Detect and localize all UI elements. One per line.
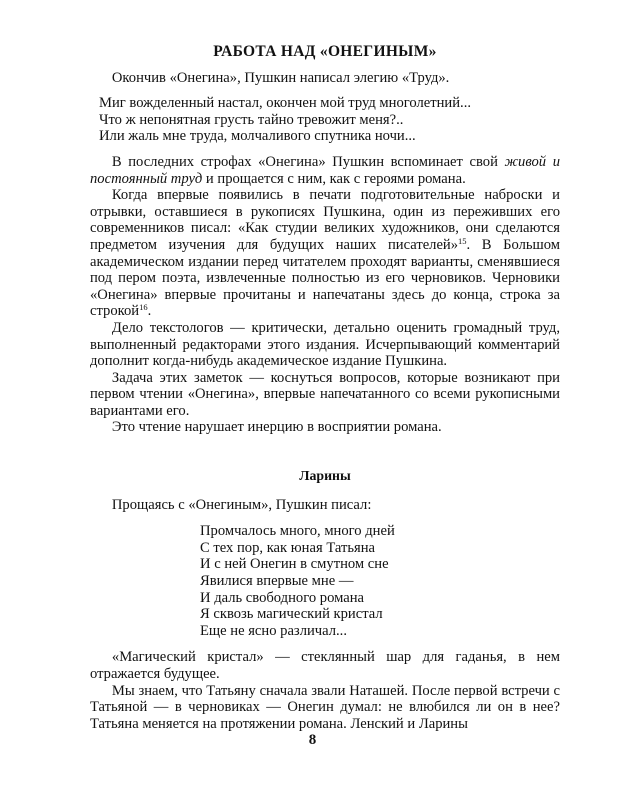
- chapter-heading: РАБОТА НАД «ОНЕГИНЫМ»: [213, 43, 437, 60]
- intro-paragraph-2: Прощаясь с «Онегиным», Пушкин писал:: [111, 496, 372, 513]
- verse-line: Промчалось много, много дней: [200, 523, 395, 540]
- paragraph-task: Задача этих заметок — коснуться вопросов, которые возникают при первом чтении «Онегина», впервые напечатанного со всеми рукописными вариантами его.: [90, 369, 560, 419]
- footnote-ref: 15: [458, 235, 467, 246]
- verse-line: Или жаль мне труда, молчаливого спутника ночи...: [99, 128, 416, 145]
- verse-line: Миг вожделенный настал, окончен мой труд многолетний...: [99, 95, 471, 112]
- verse-line: С тех пор, как юная Татьяна: [200, 539, 376, 556]
- verse-line: Явилися впервые мне —: [200, 573, 354, 590]
- paragraph-crystal: «Магический кристал» — стеклянный шар для гаданья, в нем отражается будущее.: [90, 649, 560, 682]
- verse-line: Что ж непонятная грусть тайно тревожит меня?..: [99, 111, 404, 128]
- verse-line: Еще не ясно различал...: [200, 622, 347, 639]
- page-body: [90, 40, 560, 732]
- intro-paragraph: Окончив «Онегина», Пушкин написал элегию «Труд».: [111, 69, 450, 86]
- poem-quote: [200, 523, 560, 639]
- footnote-ref: 16: [139, 302, 148, 313]
- paragraph-textologists: Дело текстологов — критически, детально оценить громадный труд, выполненный редакторами этого издания. Исчерпывающий комментарий дополнит когда-нибудь академическое издание Пушкина.: [90, 319, 560, 370]
- page-number: 8: [308, 732, 317, 748]
- verse-line: И даль свободного романа: [200, 589, 364, 606]
- elegy-quote: [99, 95, 560, 145]
- paragraph-drafts: Когда впервые появились в печати подготовительные наброски и отрывки, оставшиеся в рукописях Пушкина, один из переживших его современников писал: «Как студии великих художников, они сделаются предметом изучения для будущих наших писателей»$^{15}$. В Большом академическом издании перед читателем проходят варианты, сменявшиеся под пером поэта, извлеченные полностью из его черновиков. Черновики «Онегина» впервые прочитаны и напечатаны здесь до конца, строка за строкой$^{16}$.: [90, 187, 561, 320]
- section-heading: Ларины: [299, 468, 351, 484]
- paragraph-natasha: Мы знаем, что Татьяну сначала звали Наташей. После первой встречи с Татьяной — в черновиках — Онегин думал: не влюбился ли он в нее? Татьяна меняется на протяжении романа. Ленский и Ларины: [90, 682, 560, 732]
- verse-line: И с ней Онегин в смутном сне: [200, 556, 389, 573]
- verse-line: Я сквозь магический кристал: [200, 606, 383, 623]
- italic-phrase: живой и постоянный труд: [90, 153, 560, 187]
- paragraph-last-stanzas: В последних строфах «Онегина» Пушкин вспоминает свой живой и постоянный труд и прощается с ним, как с героями романа.: [90, 153, 560, 187]
- paragraph-reading: Это чтение нарушает инерцию в восприятии романа.: [111, 419, 442, 436]
